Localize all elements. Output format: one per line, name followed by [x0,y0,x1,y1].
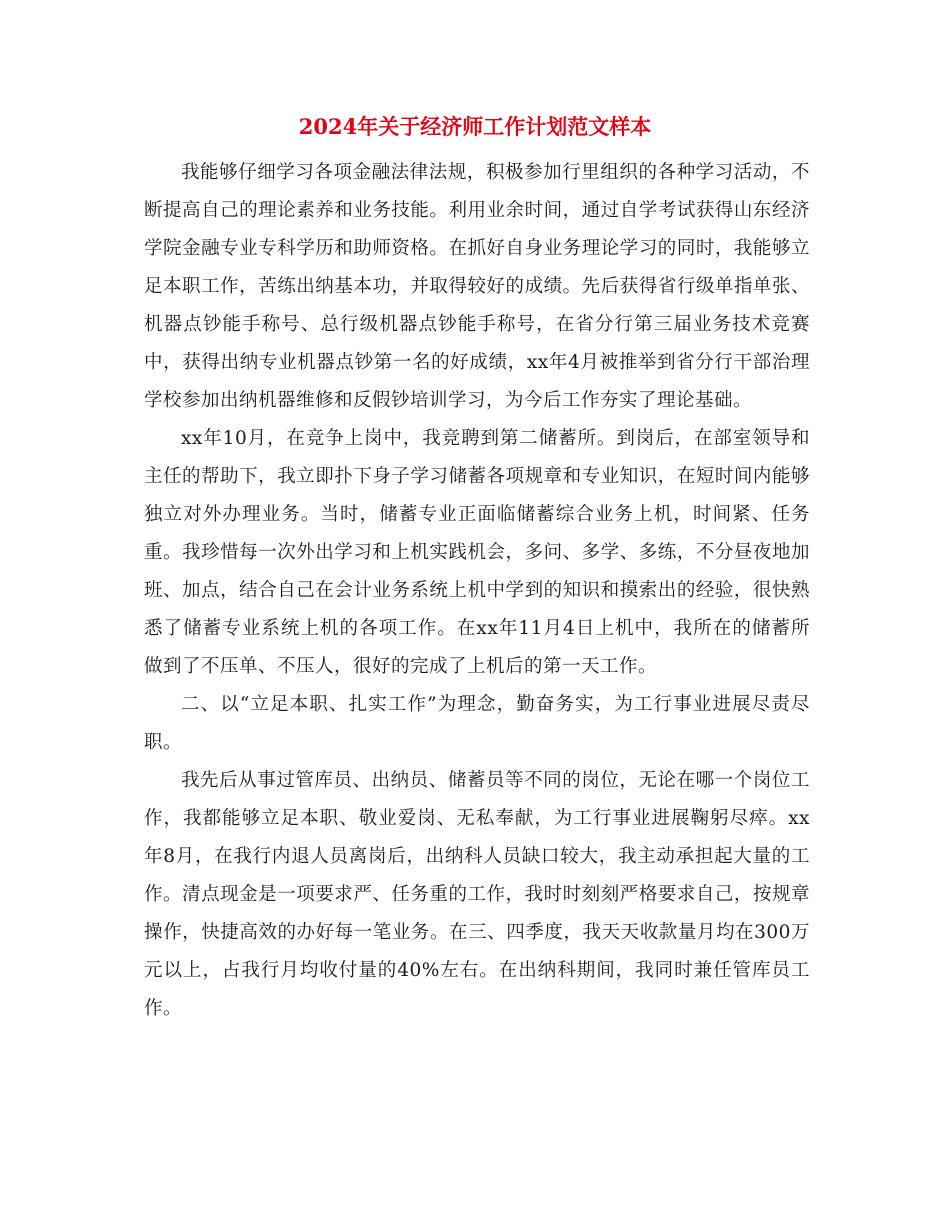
paragraph-3: 二、以“立足本职、扎实工作”为理念，勤奋务实，为工行事业进展尽责尽职。 [144,694,810,753]
document-body [144,154,810,1028]
paragraph-2: xx年10月，在竞争上岗中，我竞聘到第二储蓄所。到岗后，在部室领导和主任的帮助下，我立即扑下身子学习储蓄各项规章和专业知识，在短时间内能够独立对外办理业务。当时，储蓄专业正面临储蓄综合业务上机，时间紧、任务重。我珍惜每一次外出学习和上机实践机会，多问、多学、多练，不分昼夜地加班、加点，结合自己在会计业务系统上机中学到的知识和摸索出的经验，很快熟悉了储蓄专业系统上机的各项工作。在xx年11月4日上机中，我所在的储蓄所做到了不压单、不压人，很好的完成了上机后的第一天工作。 [144,428,810,677]
paragraph-4: 我先后从事过管库员、出纳员、储蓄员等不同的岗位，无论在哪一个岗位工作，我都能够立足本职、敬业爱岗、无私奉献，为工行事业进展鞠躬尽瘁。xx年8月，在我行内退人员离岗后，出纳科人员缺口较大，我主动承担起大量的工作。清点现金是一项要求严、任务重的工作，我时时刻刻严格要求自己，按规章操作，快捷高效的办好每一笔业务。在三、四季度，我天天收款量月均在300万元以上，占我行月均收付量的40%左右。在出纳科期间，我同时兼任管库员工作。 [144,770,810,1019]
paragraph-1: 我能够仔细学习各项金融法律法规，积极参加行里组织的各种学习活动，不断提高自己的理论素养和业务技能。利用业余时间，通过自学考试获得山东经济学院金融专业专科学历和助师资格。在抓好自身业务理论学习的同时，我能够立足本职工作，苦练出纳基本功，并取得较好的成绩。先后获得省行级单指单张、机器点钞能手称号、总行级机器点钞能手称号，在省分行第三届业务技术竞赛中，获得出纳专业机器点钞第一名的好成绩，xx年4月被推举到省分行干部治理学校参加出纳机器维修和反假钞培训学习，为今后工作夯实了理论基础。 [144,162,810,411]
document-title: 2024年关于经济师工作计划范文样本 [298,114,652,139]
